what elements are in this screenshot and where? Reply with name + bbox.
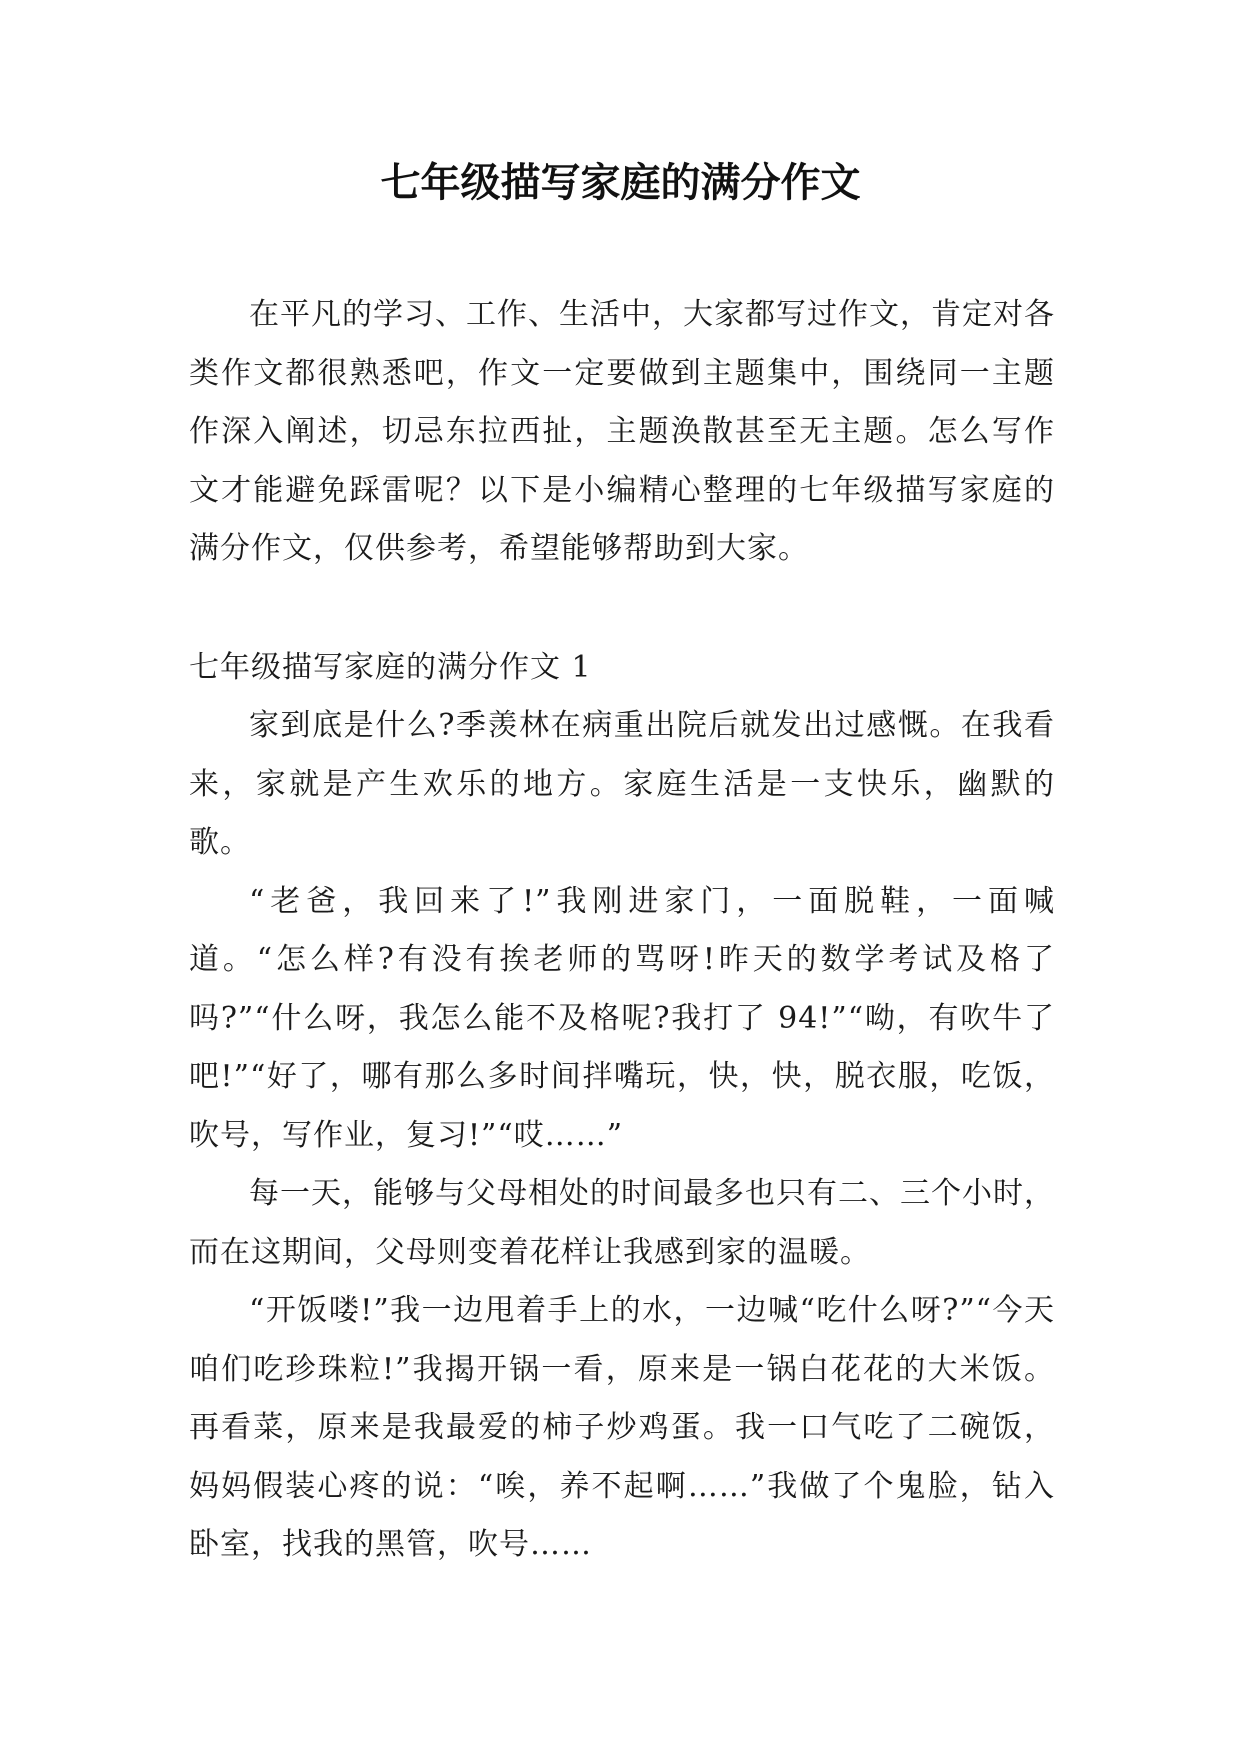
essay-paragraph: “老爸，我回来了!”我刚进家门，一面脱鞋，一面喊道。“怎么样?有没有挨老师的骂呀!昨天的数学考试及格了吗?”“什么呀，我怎么能不及格呢?我打了 94!”“呦，有吹牛了吧!”“好了，哪有那么多时间拌嘴玩，快，快，脱衣服，吃饭，吹号，写作业，复习!”“哎……”	[189, 883, 1055, 1153]
essay-paragraph: “开饭喽!”我一边甩着手上的水，一边喊“吃什么呀?”“今天咱们吃珍珠粒!”我揭开锅一看，原来是一锅白花花的大米饭。再看菜，原来是我最爱的柿子炒鸡蛋。我一口气吃了二碗饭，妈妈假装心疼的说：“唉，养不起啊……”我做了个鬼脸，钻入卧室，找我的黑管，吹号……	[189, 1293, 1055, 1562]
section-heading: 七年级描写家庭的满分作文 1	[189, 649, 592, 685]
essay-paragraph: 每一天，能够与父母相处的时间最多也只有二、三个小时，而在这期间，父母则变着花样让我感到家的温暖。	[189, 1176, 1055, 1270]
essay-paragraph: 家到底是什么?季羡林在病重出院后就发出过感慨。在我看来，家就是产生欢乐的地方。家庭生活是一支快乐，幽默的歌。	[189, 708, 1055, 860]
intro-paragraph: 在平凡的学习、工作、生活中，大家都写过作文，肯定对各类作文都很熟悉吧，作文一定要做到主题集中，围绕同一主题作深入阐述，切忌东拉西扯，主题涣散甚至无主题。怎么写作文才能避免踩雷呢？以下是小编精心整理的七年级描写家庭的满分作文，仅供参考，希望能够帮助到大家。	[189, 297, 1055, 566]
document-body	[189, 286, 1055, 1575]
document-title: 七年级描写家庭的满分作文	[380, 159, 861, 206]
